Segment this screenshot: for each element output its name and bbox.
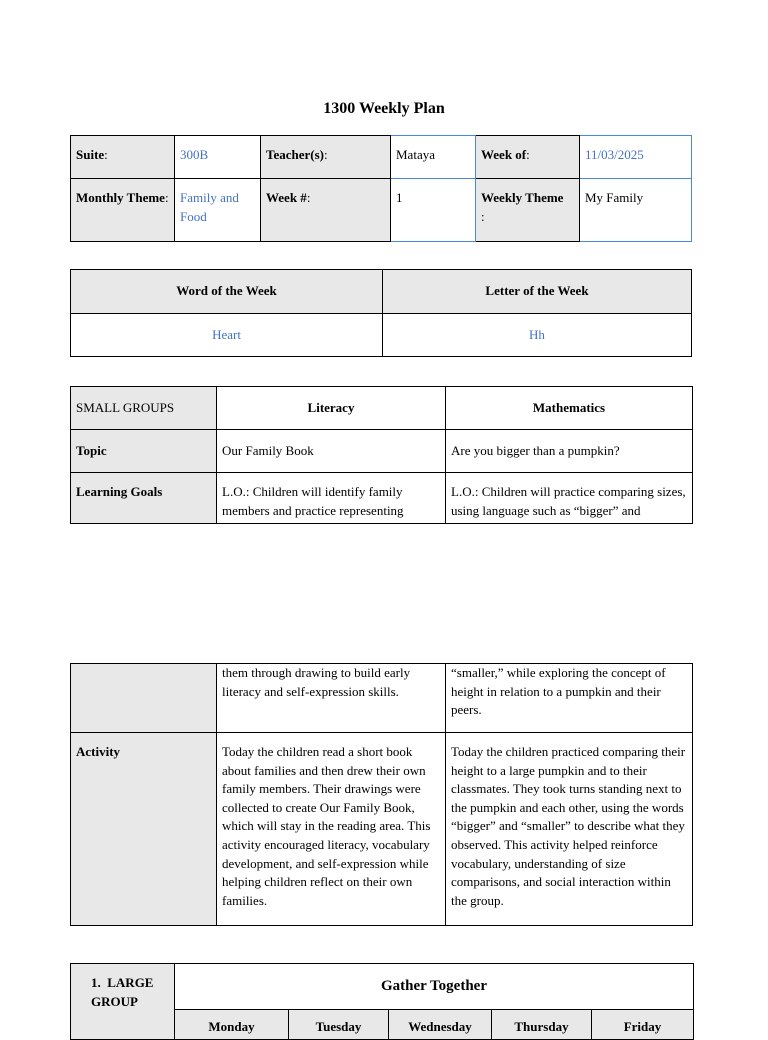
learning-goals-literacy-cell[interactable]: [217, 473, 446, 524]
learning-goals-label-cont: [71, 664, 217, 733]
teacher-label: Teacher(s): [266, 147, 325, 162]
learning-goals-math-cont[interactable]: “smaller,” while exploring the concept of height in relation to a pumpkin and their peers.: [446, 664, 693, 733]
learning-goals-literacy: L.O.: Children will identify family members and practice representing: [222, 484, 404, 518]
suite-value[interactable]: 300B: [175, 136, 261, 179]
teacher-value[interactable]: Mataya: [391, 136, 476, 179]
gather-together-header: Gather Together: [175, 964, 694, 1010]
activity-label: Activity: [71, 733, 217, 926]
word-of-week-header: Word of the Week: [71, 270, 383, 314]
learning-goals-label: Learning Goals: [71, 473, 217, 524]
weekof-label-cell: [476, 136, 580, 179]
small-groups-header: SMALL GROUPS: [71, 387, 217, 430]
large-group-table: [70, 963, 694, 1040]
teacher-label-cell: [261, 136, 391, 179]
weekly-theme-value[interactable]: My Family: [580, 179, 692, 242]
small-groups-table-continued: [70, 663, 693, 926]
day-monday: Monday: [175, 1010, 289, 1040]
weeknum-value[interactable]: 1: [391, 179, 476, 242]
letter-of-week-header: Letter of the Week: [383, 270, 692, 314]
topic-label: Topic: [71, 430, 217, 473]
weekly-theme-label: Weekly Theme: [481, 190, 564, 205]
weekof-colon: :: [526, 147, 530, 162]
weekly-theme-colon: :: [481, 208, 485, 224]
weeknum-colon: :: [306, 190, 311, 205]
suite-label: Suite: [76, 147, 105, 162]
day-tuesday: Tuesday: [289, 1010, 389, 1040]
monthly-theme-value[interactable]: Family and Food: [175, 179, 261, 242]
plan-header-table: [70, 135, 692, 242]
teacher-colon: :: [324, 147, 328, 162]
day-wednesday: Wednesday: [389, 1010, 492, 1040]
large-group-label: LARGE GROUP: [91, 975, 154, 1009]
topic-literacy[interactable]: Our Family Book: [217, 430, 446, 473]
large-group-number: 1.: [91, 975, 101, 990]
activity-math[interactable]: Today the children practiced comparing their height to a large pumpkin and to their classmates. They took turns standing next to the pumpkin and each other, using the words “bigger” and “smaller” to describe what they observed. This activity helped reinforce vocabulary, understanding of size comparisons, and social interaction within the group.: [446, 733, 693, 926]
page-title: 1300 Weekly Plan: [323, 100, 445, 117]
day-friday: Friday: [592, 1010, 694, 1040]
suite-colon: :: [104, 147, 108, 162]
word-of-week-value[interactable]: Heart: [71, 314, 383, 357]
weeknum-label-cell: [261, 179, 391, 242]
weekly-theme-label-cell: [476, 179, 580, 242]
weeknum-label: Week #: [266, 190, 307, 205]
monthly-theme-colon: :: [164, 190, 169, 205]
topic-math[interactable]: Are you bigger than a pumpkin?: [446, 430, 693, 473]
day-thursday: Thursday: [492, 1010, 592, 1040]
activity-literacy[interactable]: Today the children read a short book about families and then drew their own family members. Their drawings were collected to create Our Family Book, which will stay in the reading area. This activity encouraged literacy, vocabulary development, and self-expression while helping children reflect on their own families.: [217, 733, 446, 926]
learning-goals-literacy-cont[interactable]: them through drawing to build early literacy and self-expression skills.: [217, 664, 446, 733]
learning-goals-math: L.O.: Children will practice comparing sizes, using language such as “bigger” and: [451, 484, 686, 518]
mathematics-header: Mathematics: [446, 387, 693, 430]
small-groups-table: [70, 386, 693, 524]
suite-label-cell: [71, 136, 175, 179]
word-letter-table: [70, 269, 692, 357]
letter-of-week-value[interactable]: Hh: [383, 314, 692, 357]
learning-goals-math-cell[interactable]: [446, 473, 693, 524]
weekof-value[interactable]: 11/03/2025: [580, 136, 692, 179]
literacy-header: Literacy: [217, 387, 446, 430]
monthly-theme-label-cell: [71, 179, 175, 242]
monthly-theme-label: Monthly Theme: [76, 190, 165, 205]
weekof-label: Week of: [481, 147, 527, 162]
large-group-label-cell: [71, 964, 175, 1040]
